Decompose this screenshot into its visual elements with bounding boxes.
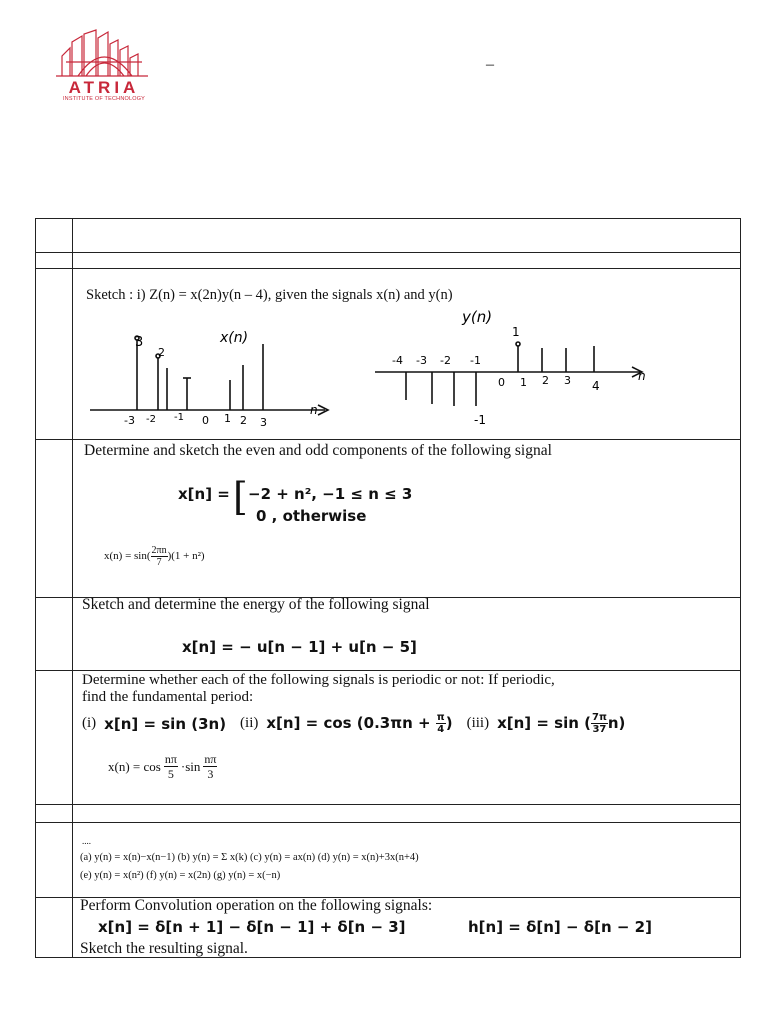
q1-prompt: Sketch : i) Z(n) = x(2n)y(n – 4), given the signals x(n) and y(n) bbox=[86, 287, 453, 303]
logo-subtitle: INSTITUTE OF TECHNOLOGY bbox=[62, 96, 146, 102]
x-tick-label: -3 bbox=[124, 414, 135, 427]
x-tick-label: 3 bbox=[260, 416, 267, 429]
y-tick-label: 0 bbox=[498, 376, 505, 389]
q6-x-equation: x[n] = δ[n + 1] − δ[n − 1] + δ[n − 3] bbox=[98, 918, 406, 936]
y-tick-label: -1 bbox=[470, 354, 481, 367]
y-value-label: -1 bbox=[474, 413, 486, 427]
q4-extra-equation: x(n) = cos $\frac{n\pi}{5}$ ·sin $\frac{n\pi}{3}$ bbox=[108, 752, 217, 781]
q6-h-equation: h[n] = δ[n] − δ[n − 2] bbox=[468, 918, 652, 936]
question-number-column-divider bbox=[72, 218, 73, 958]
x-tick-label: 1 bbox=[224, 412, 231, 425]
row-divider bbox=[35, 804, 741, 805]
x-tick-label: -2 bbox=[146, 414, 156, 425]
x-tick-label: -1 bbox=[174, 412, 184, 423]
logo-text: ATRIA bbox=[68, 78, 140, 97]
x-n-stem-plot bbox=[80, 310, 350, 430]
q4-part-iii: x[n] = sin ( $\frac{7\pi}{37}$ n) bbox=[497, 712, 626, 735]
q5-dots: .... bbox=[82, 836, 91, 846]
x-axis-n-label: n bbox=[310, 403, 318, 417]
y-axis-n-label: n bbox=[638, 369, 646, 383]
y-tick-label: 4 bbox=[592, 379, 600, 393]
q2-eq-case2: 0 , otherwise bbox=[256, 507, 367, 525]
q2-brace: [ bbox=[233, 475, 248, 519]
q3-prompt: Sketch and determine the energy of the following signal bbox=[82, 596, 430, 613]
q5-line1: (a) y(n) = x(n)−x(n−1) (b) y(n) = Σ x(k) (c) y(n) = ax(n) (d) y(n) = x(n)+3x(n+4) bbox=[80, 852, 419, 863]
q3-equation: x[n] = − u[n − 1] + u[n − 5] bbox=[182, 638, 417, 656]
detached-rule bbox=[662, 897, 740, 898]
row-divider bbox=[35, 822, 741, 823]
q4-prompt-line1: Determine whether each of the following signals is periodic or not: If periodic, bbox=[82, 672, 555, 688]
q6-footer: Sketch the resulting signal. bbox=[80, 940, 248, 957]
y-n-stem-plot bbox=[370, 300, 660, 430]
q4-parts bbox=[82, 712, 625, 735]
q4-part-iii-label: (iii) bbox=[466, 715, 490, 731]
q4-part-ii-label: (ii) bbox=[240, 715, 259, 731]
x-tick-label: 0 bbox=[202, 414, 209, 427]
q4-part-i-label: (i) bbox=[82, 715, 97, 731]
y-tick-label: 2 bbox=[542, 374, 549, 387]
row-divider bbox=[35, 268, 741, 269]
y-value-label: 1 bbox=[512, 325, 520, 339]
q4-part-i: x[n] = sin (3n) bbox=[104, 714, 227, 733]
q4-prompt-line2: find the fundamental period: bbox=[82, 689, 254, 705]
q5-line2: (e) y(n) = x(n²) (f) y(n) = x(2n) (g) y(n) = x(−n) bbox=[80, 870, 281, 881]
q2-eq-lhs: x[n] = bbox=[178, 485, 230, 503]
q2-prompt: Determine and sketch the even and odd components of the following signal bbox=[84, 442, 552, 459]
y-n-label: y(n) bbox=[462, 308, 493, 326]
row-divider bbox=[35, 439, 741, 440]
q2-extra-equation: x(n) = sin( $\frac{2\pi n}{7}$ )(1 + n²) bbox=[104, 545, 205, 568]
y-tick-label: 1 bbox=[520, 376, 527, 389]
y-tick-label: -3 bbox=[416, 354, 427, 367]
row-divider bbox=[35, 252, 741, 253]
x-tick-label: 2 bbox=[240, 414, 247, 427]
x-value-label: 2 bbox=[158, 346, 165, 359]
y-tick-label: -4 bbox=[392, 354, 403, 367]
x-n-label: x(n) bbox=[220, 330, 249, 346]
header-dash: – bbox=[486, 56, 494, 73]
q2-eq-case1: −2 + n², −1 ≤ n ≤ 3 bbox=[248, 485, 413, 503]
row-divider bbox=[35, 670, 741, 671]
y-tick-label: -2 bbox=[440, 354, 451, 367]
q4-part-ii: x[n] = cos (0.3πn + $\frac{\pi}{4}$ ) bbox=[266, 712, 453, 735]
x-value-label: 3 bbox=[135, 335, 144, 350]
y-tick-label: 3 bbox=[564, 374, 571, 387]
q6-prompt: Perform Convolution operation on the following signals: bbox=[80, 897, 433, 914]
